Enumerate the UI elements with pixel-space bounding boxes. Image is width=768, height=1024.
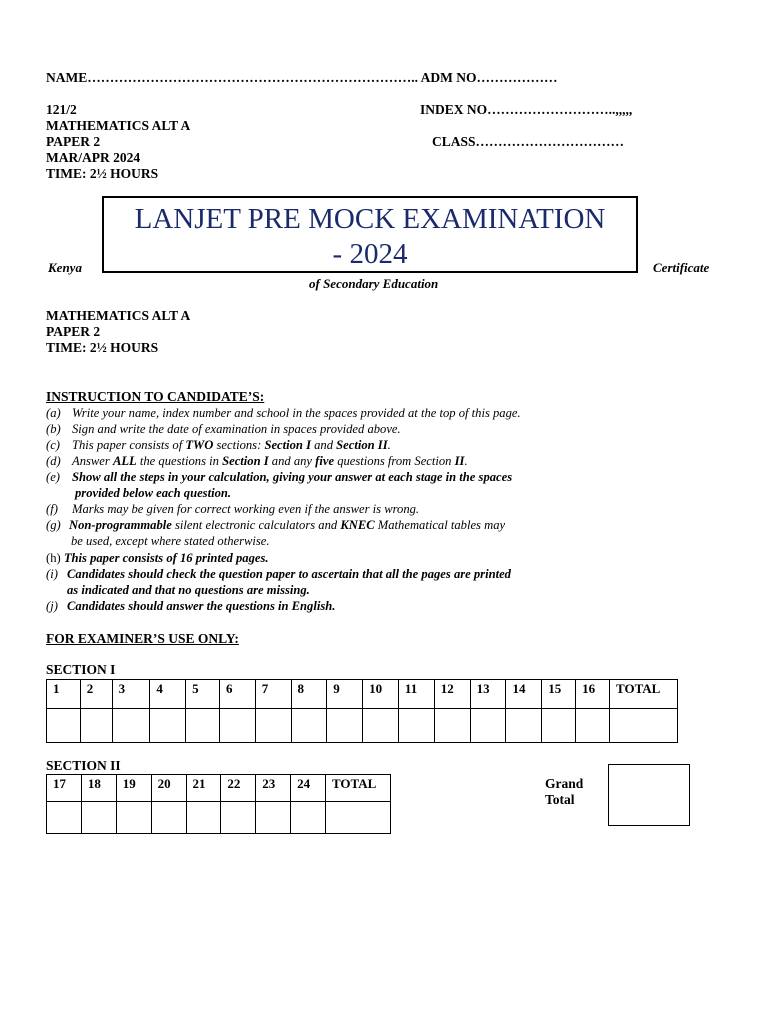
instruction-f-label: (f) (46, 502, 58, 516)
score-header-22: 22 (221, 775, 256, 802)
score-header-18: 18 (81, 775, 116, 802)
score-cell-7[interactable] (255, 709, 291, 743)
instruction-a-text: Write your name, index number and school in the spaces provided at the top of this page. (72, 406, 521, 420)
score-header-17: 17 (47, 775, 82, 802)
score-cell-11[interactable] (398, 709, 434, 743)
instruction-c-section2: Section II (336, 438, 388, 452)
score-cell-2[interactable] (80, 709, 112, 743)
exam-title-box (102, 196, 638, 273)
score-header-13: 13 (470, 680, 506, 709)
exam-title-line1: LANJET PRE MOCK EXAMINATION (134, 203, 606, 235)
score-cell-4[interactable] (150, 709, 186, 743)
instruction-g-line2: be used, except where stated otherwise. (71, 534, 270, 548)
instruction-e-label: (e) (46, 470, 60, 484)
instruction-i-line2: as indicated and that no questions are missing. (67, 583, 310, 597)
score-header-9: 9 (327, 680, 363, 709)
score-header-23: 23 (256, 775, 291, 802)
section2-score-table (46, 774, 391, 834)
exam-time: TIME: 2½ HOURS (46, 166, 159, 181)
score-cell-9[interactable] (327, 709, 363, 743)
score-cell-13[interactable] (470, 709, 506, 743)
instruction-b-text: Sign and write the date of examination in spaces provided above. (72, 422, 401, 436)
instruction-f (46, 501, 419, 517)
score-cell-1[interactable] (47, 709, 81, 743)
score-header-20: 20 (151, 775, 186, 802)
score-cell-23[interactable] (256, 802, 291, 834)
instruction-d-mid2: and any (268, 454, 316, 468)
grand-total-box[interactable] (608, 764, 690, 826)
exam-title-line2: - 2024 (332, 238, 408, 270)
score-cell-6[interactable] (219, 709, 255, 743)
score-cell-5[interactable] (186, 709, 220, 743)
title-right-word: Certificate (653, 260, 710, 275)
grand-total-label-1: Grand (545, 776, 584, 791)
instruction-g-bold: Non-programmable (69, 518, 172, 532)
instruction-b-label: (b) (46, 422, 61, 436)
score-header-total: TOTAL (326, 775, 391, 802)
score-cell-3[interactable] (112, 709, 150, 743)
score-cell-19[interactable] (116, 802, 151, 834)
score-cell-17[interactable] (47, 802, 82, 834)
instruction-e-text: Show all the steps in your calculation, giving your answer at each stage in the spaces (72, 470, 513, 484)
instruction-d-dot: . (464, 454, 468, 468)
title-left-word: Kenya (48, 260, 82, 275)
instruction-e (46, 469, 512, 485)
instruction-c-and: and (310, 438, 337, 452)
instruction-g-label: (g) (46, 518, 61, 532)
instruction-j-label: (j) (46, 599, 58, 613)
subject-repeat: MATHEMATICS ALT A (46, 308, 191, 323)
instructions-heading: INSTRUCTION TO CANDIDATE’S: (46, 389, 265, 404)
section1-score-row (47, 709, 678, 743)
instruction-d-five: five (315, 454, 335, 468)
class-line: CLASS…………………………… (432, 134, 625, 149)
instruction-a (46, 405, 521, 421)
instruction-g-end: Mathematical tables may (374, 518, 506, 532)
score-header-15: 15 (542, 680, 576, 709)
exam-date: MAR/APR 2024 (46, 150, 141, 165)
instruction-c-mid: sections: (213, 438, 265, 452)
instruction-h (46, 550, 269, 566)
section2-label: SECTION II (46, 758, 121, 773)
score-cell-10[interactable] (363, 709, 399, 743)
score-header-12: 12 (434, 680, 470, 709)
instruction-j (46, 598, 335, 614)
section2-header-row (47, 775, 391, 802)
instruction-d (46, 453, 468, 469)
instruction-d-all: ALL (112, 454, 137, 468)
score-header-14: 14 (506, 680, 542, 709)
score-header-10: 10 (363, 680, 399, 709)
score-header-21: 21 (186, 775, 221, 802)
instruction-g (46, 517, 505, 533)
index-no-line: INDEX NO………………………..,,,,, (420, 102, 633, 117)
instruction-c-end: . (387, 438, 391, 452)
score-header-5: 5 (186, 680, 220, 709)
instruction-c-section1: Section I (264, 438, 311, 452)
score-header-11: 11 (398, 680, 434, 709)
instruction-d-mid: the questions in (136, 454, 223, 468)
section1-header-row (47, 680, 678, 709)
title-subline: of Secondary Education (309, 276, 439, 291)
score-cell-24[interactable] (291, 802, 326, 834)
score-cell-16[interactable] (576, 709, 610, 743)
instruction-e-line2: provided below each question. (75, 486, 232, 500)
instruction-j-text: Candidates should answer the questions in English. (67, 599, 336, 613)
instruction-f-text: Marks may be given for correct working even if the answer is wrong. (72, 502, 420, 516)
score-header-6: 6 (219, 680, 255, 709)
score-cell-14[interactable] (506, 709, 542, 743)
instruction-d-ii: II (454, 454, 465, 468)
score-header-3: 3 (112, 680, 150, 709)
score-cell-12[interactable] (434, 709, 470, 743)
instruction-b (46, 421, 401, 437)
instruction-d-label: (d) (46, 454, 61, 468)
instruction-a-label: (a) (46, 406, 61, 420)
examiner-heading: FOR EXAMINER’S USE ONLY: (46, 631, 239, 646)
instruction-d-text: Answer (72, 454, 113, 468)
score-cell-8[interactable] (291, 709, 327, 743)
score-cell-21[interactable] (186, 802, 221, 834)
instruction-c-label: (c) (46, 438, 60, 452)
grand-total-label-2: Total (545, 792, 575, 807)
instruction-h-label: (h) (46, 551, 61, 565)
score-header-24: 24 (291, 775, 326, 802)
subject: MATHEMATICS ALT A (46, 118, 191, 133)
instruction-c (46, 437, 391, 453)
score-header-19: 19 (116, 775, 151, 802)
name-adm-line: NAME……………………………………………………………….. ADM NO……………… (46, 70, 558, 85)
time-repeat: TIME: 2½ HOURS (46, 340, 159, 355)
instruction-h-text: This paper consists of 16 printed pages. (63, 551, 269, 565)
paper-repeat: PAPER 2 (46, 324, 101, 339)
paper-code: 121/2 (46, 102, 77, 117)
instruction-g-mid: silent electronic calculators and (171, 518, 341, 532)
score-cell-22[interactable] (221, 802, 256, 834)
score-header-8: 8 (291, 680, 327, 709)
instruction-i-label: (i) (46, 567, 58, 581)
section1-label: SECTION I (46, 662, 116, 677)
instruction-d-end: questions from Section (334, 454, 455, 468)
score-header-total: TOTAL (610, 680, 678, 709)
score-header-4: 4 (150, 680, 186, 709)
instruction-d-section1: Section I (222, 454, 269, 468)
score-header-1: 1 (47, 680, 81, 709)
instruction-i (46, 566, 511, 582)
instruction-c-text: This paper consists of (72, 438, 186, 452)
score-cell-total[interactable] (326, 802, 391, 834)
score-cell-total[interactable] (610, 709, 678, 743)
instruction-i-text: Candidates should check the question paper to ascertain that all the pages are printed (67, 567, 511, 581)
score-cell-15[interactable] (542, 709, 576, 743)
instruction-g-knec: KNEC (340, 518, 375, 532)
instruction-c-two: TWO (185, 438, 214, 452)
score-cell-20[interactable] (151, 802, 186, 834)
score-cell-18[interactable] (81, 802, 116, 834)
score-header-7: 7 (255, 680, 291, 709)
score-header-16: 16 (576, 680, 610, 709)
section2-score-row (47, 802, 391, 834)
paper-number: PAPER 2 (46, 134, 101, 149)
score-header-2: 2 (80, 680, 112, 709)
section1-score-table (46, 679, 678, 743)
